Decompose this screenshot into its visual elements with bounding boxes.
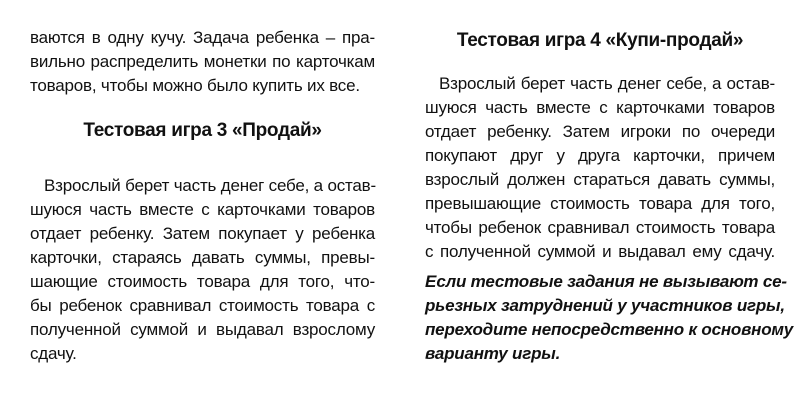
emphasis-line: переходите непосредственно к основному [425, 320, 794, 339]
text-line: Взрослый берет часть денег себе, а остав- [439, 74, 775, 93]
intro-paragraph [30, 26, 375, 98]
text-line: превышающие стоимость товара для того, [425, 194, 775, 213]
text-line: отдает ребенку. Затем покупает у ребенка [30, 224, 375, 243]
emphasis-line: варианту игры. [425, 344, 561, 363]
text-line: шуюся часть вместе с карточками товаров [425, 98, 775, 117]
text-line: ваются в одну кучу. Задача ребенка – пра- [30, 28, 375, 47]
text-line: вильно распределить монетки по карточкам [30, 52, 375, 71]
text-line: шуюся часть вместе с карточками товаров [30, 200, 375, 219]
emphasis-line: Если тестовые задания не вызывают се- [425, 272, 787, 291]
text-line: взрослый должен стараться давать суммы, [425, 170, 775, 189]
emphasis-paragraph [425, 270, 794, 366]
game-3-paragraph [30, 174, 375, 366]
text-line: с полученной суммой и выдавал ему сдачу. [425, 242, 775, 261]
text-line: полученной суммой и выдавал взрослому [30, 320, 375, 339]
emphasis-line: рьезных затруднений у участников игры, [425, 296, 785, 315]
section-heading-game-3: Тестовая игра 3 «Продай» [83, 120, 322, 141]
game-4-paragraph [425, 72, 775, 264]
text-line: бы ребенок сравнивал стоимость товара с [30, 296, 375, 315]
text-line: карточки, стараясь давать суммы, превы- [30, 248, 375, 267]
text-line: чтобы ребенок сравнивал стоимость товара [425, 218, 775, 237]
text-line: сдачу. [30, 344, 77, 363]
text-line: отдает ребенку. Затем игроки по очереди [425, 122, 775, 141]
text-line: товаров, чтобы можно было купить их все. [30, 76, 360, 95]
text-line: Взрослый берет часть денег себе, а остав- [44, 176, 376, 195]
text-line: покупают друг у друга карточки, причем [425, 146, 775, 165]
text-line: шающие стоимость товара для того, что- [30, 272, 375, 291]
section-heading-game-4: Тестовая игра 4 «Купи-продай» [456, 30, 744, 51]
